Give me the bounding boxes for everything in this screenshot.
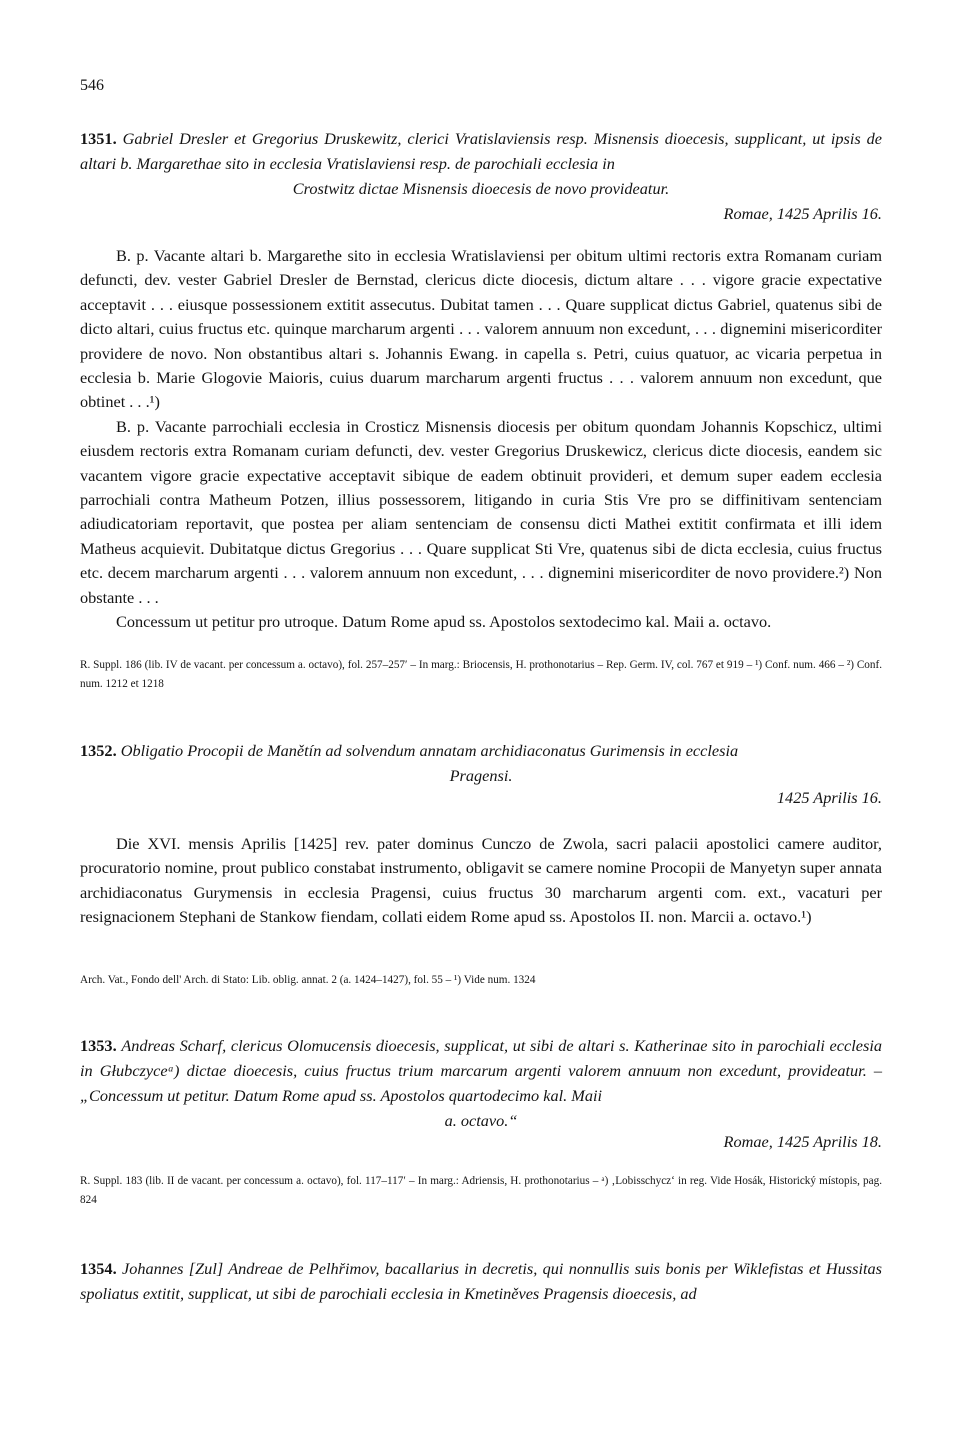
page-number: 546 [80, 77, 104, 94]
entry-1352-date: 1425 Aprilis 16. [776, 788, 882, 807]
body-paragraph: Die XVI. mensis Aprilis [1425] rev. pater dominus Cunczo de Zwola, sacri palacii apostolici camere auditor, procuratorio nomine, prout publico constabat instrumento, obligavit se camere nomine Procopii de Manyetyn super annata archidiaconatus Gurymensis in ecclesia Pragensi, cuius fructus 30 marcharum argenti com. ext., vacaturi per resignacionem Stephani de Stankow fiendam, collati eidem Rome apud ss. Apostolos II. non. Marcii a. octavo.¹) [80, 834, 882, 927]
regest-tail: Crostwitz dictae Misnensis dioecesis de novo provideatur. [292, 179, 670, 198]
entry-1352-regest [80, 738, 882, 788]
regest-tail: Pragensi. [449, 766, 513, 785]
entry-1353-regest [80, 1033, 882, 1133]
entry-number: 1353. [80, 1036, 117, 1055]
entry-number: 1354. [80, 1259, 117, 1278]
entry-1351-note: R. Suppl. 186 (lib. IV de vacant. per concessum a. octavo), fol. 257–257′ – In marg.: Briocensis, H. prothonotarius – Rep. Germ. IV, col. 767 et 919 – ¹) Conf. num. 466 – ²) Conf. num. 1212 et 1218 [80, 659, 882, 690]
entry-1353-note: R. Suppl. 183 (lib. II de vacant. per concessum a. octavo), fol. 117–117′ – In marg.: Adriensis, H. prothonotarius – ᵃ) ‚Lobisschycz‘ in reg. Vide Hosák, Historický místopis, pag. 824 [80, 1175, 882, 1206]
regest-text: Obligatio Procopii de Manětín ad solvendum annatam archidiaconatus Gurimensis in ecclesia [120, 741, 739, 760]
body-paragraph: B. p. Vacante parrochiali ecclesia in Crosticz Misnensis diocesis per obitum quondam Johannis Kopschicz, ultimi eiusdem rectoris extra Romanam curiam defuncti, dev. vester Gregorius Druskewicz, clericus dicte diocesis, eandem sic vacantem vigore gracie expectative acceptavit sibique de eadem obtinuit provideri, et demum super eadem ecclesia parrochiali contra Matheum Potzen, illius possessorem, litigando in curia Stis Vre pro se diffinitivam sentenciam adiudicatoriam reportavit, que postea per aliam sentenciam de consensu dicti Mathei extitit confirmata et illi idem Matheus acquievit. Dubitatque dictus Gregorius . . . Quare supplicat Sti Vre, quatenus sibi de dicta ecclesia, cuius fructus etc. decem marcharum argenti . . . valorem annuum non excedunt, . . . dignemini misericorditer de novo providere.²) Non obstante . . . [80, 416, 882, 607]
entry-1354-regest [80, 1256, 882, 1306]
regest-text: Gabriel Dresler et Gregorius Druskewitz, clerici Vratislaviensis resp. Misnensis dioecesis, supplicant, ut ipsis de altari b. Margarethae sito in ecclesia Vratislaviensi resp. de parochiali ecclesia in [80, 129, 882, 173]
entry-1353-date: Romae, 1425 Aprilis 18. [723, 1132, 882, 1151]
entry-1351-date: Romae, 1425 Aprilis 16. [723, 204, 882, 223]
body-paragraph: Concessum ut petitur pro utroque. Datum Rome apud ss. Apostolos sextodecimo kal. Maii a. octavo. [116, 612, 772, 632]
entry-1351-regest [80, 126, 882, 201]
entry-1351-body [80, 244, 882, 635]
regest-tail: a. octavo.“ [444, 1111, 518, 1130]
entry-number: 1352. [80, 741, 117, 760]
entry-1352-note: Arch. Vat., Fondo dell' Arch. di Stato: Lib. oblig. annat. 2 (a. 1424–1427), fol. 55 – ¹) Vide num. 1324 [80, 974, 536, 986]
body-paragraph: B. p. Vacante altari b. Margarethe sito in ecclesia Wratislaviensi per obitum ultimi rectoris extra Romanam curiam defuncti, dev. vester Gabriel Dresler de Bernstad, clericus dicte diocesis, dictum altare . . . vigore gracie expectative acceptavit . . . eiusque possessionem extitit assecutus. Dubitat tamen . . . Quare supplicat dictus Gabriel, quatenus sibi de dicto altari, cuius fructus etc. quinque marcharum argenti . . . valorem annuum non excedunt, . . . dignemini misericorditer providere de novo. Non obstantibus altari s. Johannis Ewang. in capella s. Petri, cuius quatuor, ac vicaria perpetua in ecclesia b. Marie Glogovie Maioris, cuius duarum marcharum argenti fructus . . . valorem annuum non excedunt, que obtinet . . .¹) [80, 246, 882, 412]
entry-1352-body [80, 832, 882, 930]
regest-text: Johannes [Zul] Andreae de Pelhřimov, bacallarius in decretis, qui nonnullis suis bonis per Wiklefistas et Hussitas spoliatus extitit, supplicat, ut sibi de parochiali ecclesia in Kmetiněves Pragensis dioecesis, ad [80, 1259, 882, 1303]
entry-number: 1351. [80, 129, 117, 148]
regest-text: Andreas Scharf, clericus Olomucensis dioecesis, supplicat, ut sibi de altari s. Katherinae sito in parochiali ecclesia in Głubczyceᵃ) dictae dioecesis, cuius fructus trium marcarum argenti valorem annuum non excedunt, provideatur. – „Concessum ut petitur. Datum Rome apud ss. Apostolos quartodecimo kal. Maii [80, 1036, 882, 1105]
